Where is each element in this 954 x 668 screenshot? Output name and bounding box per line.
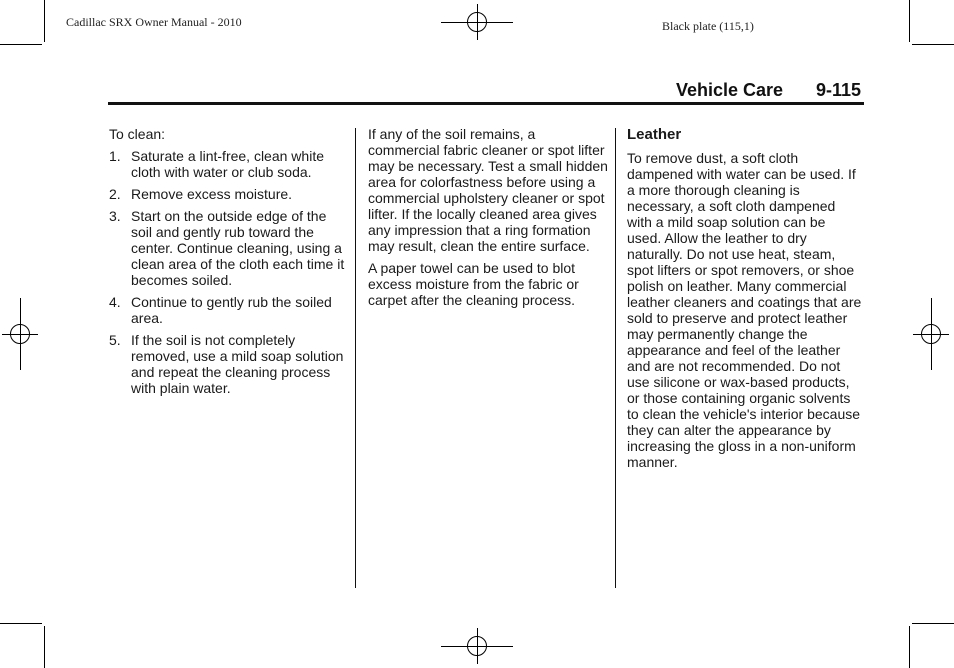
section-title: Vehicle Care — [676, 80, 784, 100]
step-number: 1. — [109, 148, 121, 164]
step-number: 5. — [109, 332, 121, 348]
crop-mark — [909, 0, 910, 42]
step-text: Saturate a lint-free, clean white cloth with water or club soda. — [131, 148, 324, 180]
step-text: Start on the outside edge of the soil and gently rub toward the center. Continue cleaning, using a clean area of the cloth each time it becomes soiled. — [131, 208, 345, 288]
step-text: Continue to gently rub the soiled area. — [131, 294, 332, 326]
column-divider — [355, 128, 356, 588]
crop-mark — [912, 623, 954, 624]
step-text: Remove excess moisture. — [131, 186, 293, 202]
body-paragraph: If any of the soil remains, a commercial fabric cleaner or spot lifter may be necessary. Test a small hidden area for colorfastness before using a commercial upholstery cleaner or spot lifter. If the locally cleaned area gives any impression that a ring formation may result, clean the entire surface. — [368, 126, 608, 254]
print-header-title: Cadillac SRX Owner Manual - 2010 — [66, 15, 242, 29]
list-item — [109, 148, 345, 180]
list-item — [109, 332, 345, 396]
step-number: 3. — [109, 208, 121, 224]
page-number: 9-115 — [816, 80, 862, 100]
list-item — [109, 208, 345, 288]
column-3 — [627, 126, 863, 476]
list-item — [109, 186, 345, 202]
print-header-plate: Black plate (115,1) — [662, 19, 754, 33]
leather-heading: Leather — [627, 126, 682, 143]
step-number: 2. — [109, 186, 121, 202]
crop-mark — [44, 0, 45, 42]
cleaning-steps — [109, 148, 345, 396]
body-paragraph: A paper towel can be used to blot excess moisture from the fabric or carpet after the cleaning process. — [368, 260, 579, 308]
step-number: 4. — [109, 294, 121, 310]
step-text: If the soil is not completely removed, use a mild soap solution and repeat the cleaning process with plain water. — [131, 332, 344, 396]
crop-mark — [912, 44, 954, 45]
crop-mark — [909, 626, 910, 668]
column-1 — [109, 126, 345, 402]
column-2 — [368, 126, 608, 314]
column-divider — [615, 128, 616, 588]
list-item — [109, 294, 345, 326]
crop-mark — [0, 623, 42, 624]
header-rule — [108, 102, 864, 105]
crop-mark — [0, 44, 42, 45]
intro-text: To clean: — [109, 126, 166, 142]
crop-mark — [44, 626, 45, 668]
body-paragraph: To remove dust, a soft cloth dampened with water can be used. If a more thorough cleaning is necessary, a soft cloth dampened with a mild soap solution can be used. Allow the leather to dry naturally. Do not use heat, steam, spot lifters or spot removers, or shoe polish on leather. Many commercial leather cleaners and coatings that are sold to preserve and protect leather may permanently change the appearance and feel of the leather and are not recommended. Do not use silicone or wax-based products, or those containing organic solvents to clean the vehicle's interior because they can alter the appearance by increasing the gloss in a non-uniform manner. — [627, 150, 862, 470]
